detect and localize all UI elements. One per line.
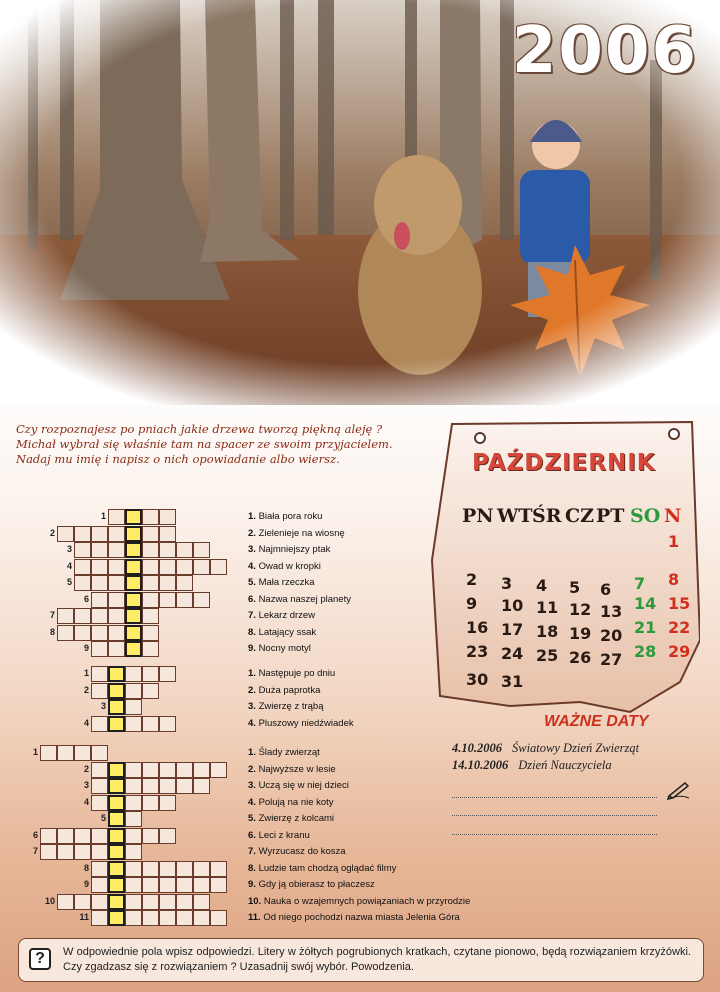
crossword-cell[interactable]	[176, 575, 193, 591]
crossword-cell[interactable]	[57, 745, 74, 761]
calendar-day-name: CZ	[565, 505, 594, 527]
crossword-cell[interactable]	[57, 526, 74, 542]
crossword-row-number: 7	[49, 610, 55, 620]
crossword-cell[interactable]	[108, 542, 125, 558]
crossword-clue: 2. Najwyższe w lesie	[248, 763, 336, 775]
crossword-cell[interactable]	[91, 575, 108, 591]
crossword-cell[interactable]	[210, 877, 227, 893]
crossword-cell[interactable]	[193, 778, 210, 794]
crossword-cell[interactable]	[74, 625, 91, 641]
crossword-cell[interactable]	[57, 828, 74, 844]
crossword-cell[interactable]	[125, 666, 142, 682]
crossword-cell[interactable]	[74, 559, 91, 575]
calendar-day-name: PN	[462, 505, 494, 527]
calendar-day: 12	[569, 600, 592, 619]
crossword-row-number: 11	[79, 912, 89, 922]
calendar-day: 27	[600, 650, 623, 669]
crossword-cell[interactable]	[142, 861, 159, 877]
important-date-row	[452, 758, 612, 773]
crossword-row-number: 7	[32, 846, 38, 856]
calendar-day: 23	[466, 642, 489, 661]
crossword-cell[interactable]	[159, 795, 176, 811]
crossword-clue: 9. Gdy ją obierasz to płaczesz	[248, 879, 375, 890]
crossword-cell[interactable]	[210, 861, 227, 877]
calendar-page	[430, 420, 700, 720]
crossword-cell[interactable]	[193, 762, 210, 778]
crossword-key-cell[interactable]	[108, 699, 125, 715]
crossword-cell[interactable]	[57, 894, 74, 910]
calendar-day: 29	[668, 642, 691, 661]
important-date: 4.10.2006	[452, 741, 502, 755]
crossword-cell[interactable]	[91, 762, 108, 778]
crossword-cell[interactable]	[91, 795, 108, 811]
calendar-day: 16	[466, 618, 489, 637]
intro-text	[16, 422, 446, 467]
crossword-cell[interactable]	[125, 828, 142, 844]
crossword-cell[interactable]	[193, 542, 210, 558]
crossword-cell[interactable]	[91, 828, 108, 844]
crossword-key-cell[interactable]	[125, 542, 142, 558]
crossword-key-cell[interactable]	[108, 795, 125, 811]
crossword-cell[interactable]	[108, 526, 125, 542]
crossword-cell[interactable]	[91, 894, 108, 910]
instructions-box	[18, 938, 704, 982]
crossword-cell[interactable]	[159, 716, 176, 732]
crossword-cell[interactable]	[142, 526, 159, 542]
question-icon: ?	[29, 948, 51, 970]
crossword-cell[interactable]	[125, 811, 142, 827]
crossword-cell[interactable]	[142, 778, 159, 794]
crossword-cell[interactable]	[176, 894, 193, 910]
crossword-row-number: 1	[100, 511, 106, 521]
crossword-cell[interactable]	[142, 683, 159, 699]
crossword-cell[interactable]	[91, 608, 108, 624]
crossword-cell[interactable]	[91, 526, 108, 542]
crossword-row-number: 6	[83, 593, 89, 604]
crossword-row-number: 10	[44, 895, 55, 906]
crossword-key-cell[interactable]	[125, 625, 142, 641]
calendar-day: 8	[668, 570, 680, 589]
crossword-row-number: 5	[100, 813, 106, 823]
crossword-key-cell[interactable]	[108, 828, 125, 844]
crossword-cell[interactable]	[159, 542, 176, 558]
calendar-day: 15	[668, 594, 691, 613]
forest-photo	[0, 0, 720, 405]
crossword-clue: 4. Owad w kropki	[248, 560, 321, 572]
crossword-row-number: 3	[66, 544, 72, 554]
calendar-day-name: SO	[630, 505, 661, 527]
crossword-cell[interactable]	[142, 910, 159, 926]
crossword-key-cell[interactable]	[125, 575, 142, 591]
crossword-key-cell[interactable]	[108, 716, 125, 732]
crossword-key-cell[interactable]	[108, 861, 125, 877]
crossword-cell[interactable]	[159, 762, 176, 778]
crossword-clue: 9. Nocny motyl	[248, 643, 311, 654]
crossword-cell[interactable]	[108, 592, 125, 608]
crossword-cell[interactable]	[193, 910, 210, 926]
crossword-clue: 1. Biała pora roku	[248, 511, 323, 522]
crossword-key-cell[interactable]	[108, 894, 125, 910]
crossword-cell[interactable]	[142, 559, 159, 575]
crossword-cell[interactable]	[57, 844, 74, 860]
crossword-cell[interactable]	[159, 592, 176, 608]
crossword-cell[interactable]	[108, 575, 125, 591]
calendar-day: 19	[569, 624, 592, 643]
crossword-row-number: 6	[32, 829, 38, 840]
crossword-cell[interactable]	[91, 641, 108, 657]
calendar-day: 14	[634, 594, 657, 613]
crossword-cell[interactable]	[176, 877, 193, 893]
crossword-cell[interactable]	[125, 778, 142, 794]
crossword-row-number: 8	[49, 626, 55, 637]
crossword-cell[interactable]	[142, 894, 159, 910]
calendar-day: 20	[600, 626, 623, 645]
crossword-clue: 3. Uczą się w niej dzieci	[248, 780, 349, 791]
calendar-day: 7	[634, 574, 646, 593]
crossword-cell[interactable]	[91, 542, 108, 558]
crossword-cell[interactable]	[159, 778, 176, 794]
calendar-day-name: WT	[497, 505, 533, 527]
crossword-cell[interactable]	[108, 641, 125, 657]
note-line[interactable]	[452, 834, 657, 835]
crossword-clue: 6. Leci z kranu	[248, 829, 310, 841]
crossword-clue: 11. Od niego pochodzi nazwa miasta Jelenia Góra	[248, 912, 460, 923]
crossword-cell[interactable]	[142, 608, 159, 624]
crossword-row-number: 2	[83, 684, 89, 695]
crossword-row-number: 4	[83, 796, 89, 807]
crossword-cell[interactable]	[159, 526, 176, 542]
crossword-cell[interactable]	[159, 666, 176, 682]
crossword-cell[interactable]	[193, 592, 210, 608]
crossword-cell[interactable]	[176, 762, 193, 778]
calendar-day: 10	[501, 596, 524, 615]
crossword-clue: 8. Latający ssak	[248, 626, 317, 638]
crossword-cell[interactable]	[125, 844, 142, 860]
crossword-cell[interactable]	[142, 762, 159, 778]
crossword-cell[interactable]	[193, 861, 210, 877]
intro-line: Czy rozpoznajesz po pniach jakie drzewa tworzą piękną aleję ?	[16, 422, 383, 436]
calendar-day: 9	[466, 594, 478, 613]
crossword-cell[interactable]	[108, 608, 125, 624]
crossword-cell[interactable]	[91, 778, 108, 794]
crossword-key-cell[interactable]	[108, 910, 125, 926]
crossword-cell[interactable]	[57, 625, 74, 641]
calendar-day: 24	[501, 644, 524, 663]
crossword-key-cell[interactable]	[125, 509, 142, 525]
crossword-cell[interactable]	[91, 745, 108, 761]
crossword-cell[interactable]	[91, 683, 108, 699]
crossword-clue: 4. Pluszowy niedźwiadek	[248, 717, 354, 729]
calendar-day-name: PT	[596, 505, 625, 527]
crossword-cell[interactable]	[91, 559, 108, 575]
calendar-day: 6	[600, 580, 612, 599]
crossword-row-number: 5	[66, 577, 72, 587]
crossword-cell[interactable]	[159, 509, 176, 525]
crossword-cell[interactable]	[159, 894, 176, 910]
crossword-cell[interactable]	[125, 910, 142, 926]
crossword-cell[interactable]	[74, 608, 91, 624]
crossword-cell[interactable]	[193, 559, 210, 575]
calendar-day: 3	[501, 574, 513, 593]
crossword-cell[interactable]	[210, 910, 227, 926]
crossword-cell[interactable]	[142, 716, 159, 732]
crossword-cell[interactable]	[74, 526, 91, 542]
crossword-row-number: 9	[83, 879, 89, 889]
crossword-cell[interactable]	[125, 699, 142, 715]
crossword-cell[interactable]	[142, 509, 159, 525]
crossword-row-number: 3	[100, 701, 106, 711]
crossword-cell[interactable]	[193, 894, 210, 910]
crossword-key-cell[interactable]	[125, 592, 142, 608]
crossword-cell[interactable]	[125, 861, 142, 877]
calendar-day: 5	[569, 578, 581, 597]
crossword-cell[interactable]	[74, 575, 91, 591]
calendar-day-name: N	[664, 505, 682, 527]
important-dates-title: WAŻNE DATY	[544, 713, 649, 730]
crossword-clue: 3. Najmniejszy ptak	[248, 544, 331, 555]
crossword-cell[interactable]	[91, 666, 108, 682]
calendar-day: 21	[634, 618, 657, 637]
crossword-cell[interactable]	[125, 683, 142, 699]
crossword-key-cell[interactable]	[108, 811, 125, 827]
crossword-cell[interactable]	[159, 559, 176, 575]
crossword-cell[interactable]	[74, 745, 91, 761]
crossword-cell[interactable]	[142, 666, 159, 682]
crossword-row-number: 2	[49, 527, 55, 538]
crossword-cell[interactable]	[108, 509, 125, 525]
crossword-cell[interactable]	[74, 894, 91, 910]
calendar-day: 18	[536, 622, 559, 641]
calendar-day: 28	[634, 642, 657, 661]
year-title: 2006	[511, 14, 698, 88]
crossword-cell[interactable]	[176, 592, 193, 608]
crossword-clue: 2. Zielenieje na wiosnę	[248, 527, 345, 539]
crossword-key-cell[interactable]	[125, 559, 142, 575]
calendar-day: 11	[536, 598, 559, 617]
crossword-cell[interactable]	[142, 795, 159, 811]
crossword-clue: 5. Mała rzeczka	[248, 577, 315, 588]
instructions-text: W odpowiednie pola wpisz odpowiedzi. Litery w żółtych pogrubionych kratkach, czytane pionowo, będą rozwiązaniem krzyżówki. Czy zgadzasz się z rozwiązaniem ? Uzasadnij swój wybór. Powodzenia.	[63, 946, 691, 973]
crossword-cell[interactable]	[74, 844, 91, 860]
important-date-text: Światowy Dzień Zwierząt	[512, 741, 640, 755]
crossword-cell[interactable]	[108, 559, 125, 575]
crossword-cell[interactable]	[125, 877, 142, 893]
crossword-cell[interactable]	[142, 575, 159, 591]
crossword-row-number: 1	[32, 747, 38, 757]
intro-line: Nadaj mu imię i napisz o nich opowiadanie albo wiersz.	[16, 452, 340, 466]
crossword-cell[interactable]	[125, 762, 142, 778]
crossword-cell[interactable]	[91, 910, 108, 926]
intro-line: Michał wybrał się właśnie tam na spacer ze swoim przyjacielem.	[16, 437, 393, 451]
crossword-cell[interactable]	[40, 844, 57, 860]
calendar-day: 26	[569, 648, 592, 667]
crossword-cell[interactable]	[193, 877, 210, 893]
crossword-cell[interactable]	[108, 625, 125, 641]
crossword-cell[interactable]	[40, 745, 57, 761]
crossword-cell[interactable]	[125, 716, 142, 732]
crossword-cell[interactable]	[142, 877, 159, 893]
calendar-day: 31	[501, 672, 524, 691]
crossword-clue: 1. Następuje po dniu	[248, 668, 336, 679]
crossword-cell[interactable]	[142, 592, 159, 608]
crossword-key-cell[interactable]	[108, 762, 125, 778]
crossword-clue: 2. Duża paprotka	[248, 684, 321, 696]
crossword-row-number: 3	[83, 780, 89, 790]
crossword-cell[interactable]	[176, 778, 193, 794]
calendar-day: 4	[536, 576, 548, 595]
calendar-day: 30	[466, 670, 489, 689]
crossword-cell[interactable]	[91, 844, 108, 860]
crossword-key-cell[interactable]	[125, 608, 142, 624]
important-date-text: Dzień Nauczyciela	[518, 758, 612, 772]
calendar-day: 2	[466, 570, 478, 589]
calendar-month: PAŹDZIERNIK	[472, 450, 656, 476]
calendar-day: 22	[668, 618, 691, 637]
crossword-row-number: 4	[83, 717, 89, 728]
crossword-key-cell[interactable]	[108, 844, 125, 860]
crossword-row-number: 1	[83, 668, 89, 678]
crossword-clue: 8. Ludzie tam chodzą oglądać filmy	[248, 862, 397, 874]
crossword-cell[interactable]	[159, 877, 176, 893]
calendar-day-name: ŚR	[532, 505, 562, 527]
crossword-cell[interactable]	[125, 795, 142, 811]
crossword-clue: 5. Zwierzę z kolcami	[248, 813, 335, 824]
crossword-cell[interactable]	[91, 877, 108, 893]
crossword-clue: 3. Zwierzę z trąbą	[248, 701, 324, 712]
crossword-cell[interactable]	[176, 559, 193, 575]
calendar-day: 17	[501, 620, 524, 639]
pen-icon	[667, 780, 691, 800]
crossword-row-number: 2	[83, 763, 89, 774]
crossword-cell[interactable]	[91, 861, 108, 877]
crossword-clue: 7. Lekarz drzew	[248, 610, 316, 621]
calendar-day: 1	[668, 532, 680, 551]
crossword-cell[interactable]	[40, 828, 57, 844]
crossword-key-cell[interactable]	[108, 877, 125, 893]
crossword-cell[interactable]	[125, 894, 142, 910]
crossword-clue: 6. Nazwa naszej planety	[248, 593, 351, 605]
crossword-key-cell[interactable]	[125, 641, 142, 657]
crossword-clue: 10. Nauka o wzajemnych powiązaniach w przyrodzie	[248, 895, 471, 907]
crossword-cell[interactable]	[159, 828, 176, 844]
crossword-cell[interactable]	[142, 828, 159, 844]
crossword-key-cell[interactable]	[108, 683, 125, 699]
crossword-cell[interactable]	[176, 910, 193, 926]
crossword-cell[interactable]	[176, 861, 193, 877]
note-line[interactable]	[452, 797, 657, 798]
calendar-day: 13	[600, 602, 623, 621]
calendar-day: 25	[536, 646, 559, 665]
crossword-cell[interactable]	[142, 625, 159, 641]
crossword-clue: 4. Polują na nie koty	[248, 796, 334, 808]
crossword-cell[interactable]	[91, 716, 108, 732]
crossword-key-cell[interactable]	[125, 526, 142, 542]
crossword-cell[interactable]	[176, 542, 193, 558]
crossword-clue: 7. Wyrzucasz do kosza	[248, 846, 346, 857]
crossword-cell[interactable]	[210, 762, 227, 778]
crossword-cell[interactable]	[57, 608, 74, 624]
crossword-cell[interactable]	[159, 861, 176, 877]
crossword-cell[interactable]	[159, 910, 176, 926]
note-line[interactable]	[452, 815, 657, 816]
crossword-clue: 1. Ślady zwierząt	[248, 747, 320, 758]
crossword-key-cell[interactable]	[108, 778, 125, 794]
crossword-cell[interactable]	[159, 575, 176, 591]
important-date: 14.10.2006	[452, 758, 509, 772]
crossword-cell[interactable]	[91, 625, 108, 641]
crossword-cell[interactable]	[142, 641, 159, 657]
crossword-row-number: 9	[83, 643, 89, 653]
crossword-row-number: 8	[83, 862, 89, 873]
crossword-row-number: 4	[66, 560, 72, 571]
crossword-cell[interactable]	[74, 542, 91, 558]
crossword-cell[interactable]	[74, 828, 91, 844]
crossword-key-cell[interactable]	[108, 666, 125, 682]
crossword-cell[interactable]	[142, 542, 159, 558]
crossword-cell[interactable]	[210, 559, 227, 575]
important-date-row	[452, 741, 639, 756]
crossword-cell[interactable]	[91, 592, 108, 608]
